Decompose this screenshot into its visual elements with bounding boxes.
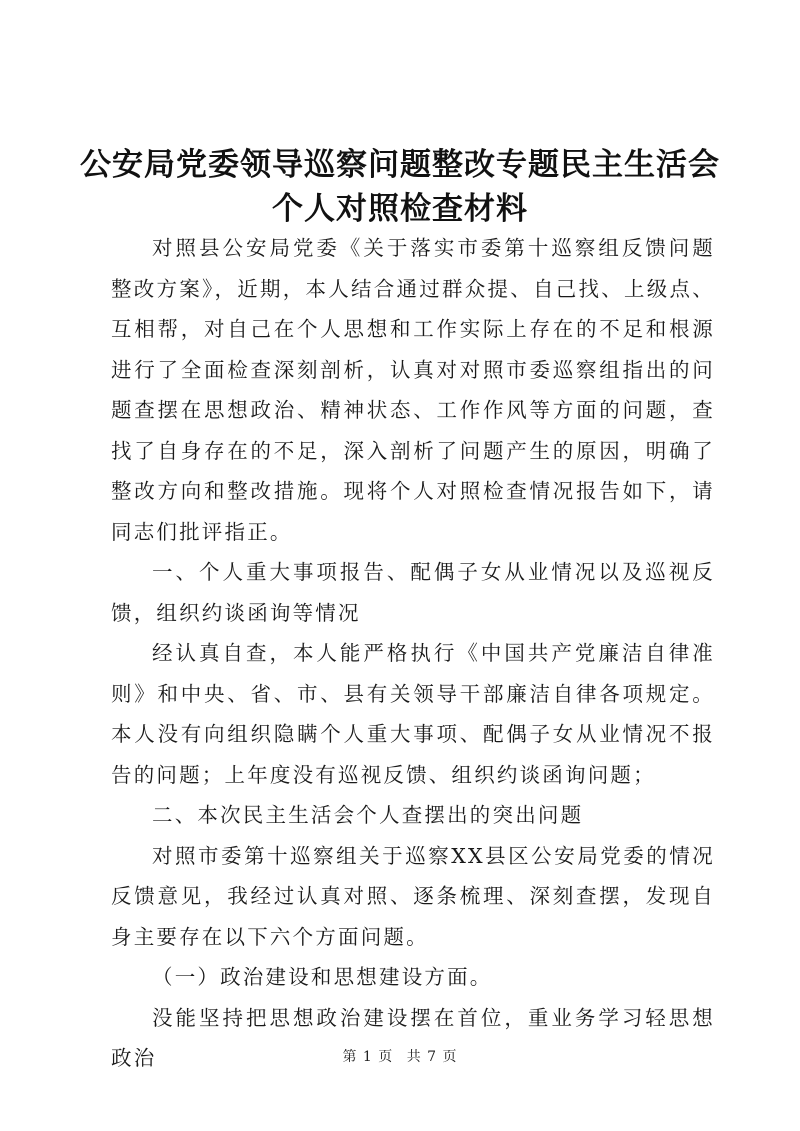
page-footer bbox=[0, 1046, 800, 1066]
document-body bbox=[111, 228, 715, 1079]
paragraph-intro: 对照县公安局党委《关于落实市委第十巡察组反馈问题整改方案》，近期，本人结合通过群众提、自己找、上级点、互相帮，对自己在个人思想和工作实际上存在的不足和根源进行了全面检查深刻剖析，认真对对照市委巡察组指出的问题查摆在思想政治、精神状态、工作作风等方面的问题，查找了自身存在的不足，深入剖析了问题产生的原因，明确了整改方向和整改措施。现将个人对照检查情况报告如下，请同志们批评指正。 bbox=[111, 236, 715, 544]
paragraph-self-check: 经认真自查，本人能严格执行《中国共产党廉洁自律准则》和中央、省、市、县有关领导干部廉洁自律各项规定。本人没有向组织隐瞒个人重大事项、配偶子女从业情况不报告的问题；上年度没有巡视反馈、组织约谈函询问题； bbox=[111, 641, 715, 787]
subsection-heading-1: （一）政治建设和思想建设方面。 bbox=[152, 965, 493, 989]
page-number-current: 第 1 页 bbox=[342, 1049, 394, 1065]
section-heading-1: 一、个人重大事项报告、配偶子女从业情况以及巡视反馈，组织约谈函询等情况 bbox=[111, 560, 715, 625]
page-number-total: 共 7 页 bbox=[406, 1049, 458, 1065]
document-title-line-2: 个人对照检查材料 bbox=[272, 191, 528, 227]
paragraph-political-building: 没能坚持把思想政治建设摆在首位，重业务学习轻思想政治 bbox=[111, 1005, 715, 1070]
section-heading-2: 二、本次民主生活会个人查摆出的突出问题 bbox=[152, 803, 584, 827]
document-title-line-1: 公安局党委领导巡察问题整改专题民主生活会 bbox=[80, 147, 720, 183]
paragraph-inspection-feedback: 对照市委第十巡察组关于巡察XX县区公安局党委的情况反馈意见，我经过认真对照、逐条梳理、深刻查摆，发现自身主要存在以下六个方面问题。 bbox=[111, 843, 715, 949]
